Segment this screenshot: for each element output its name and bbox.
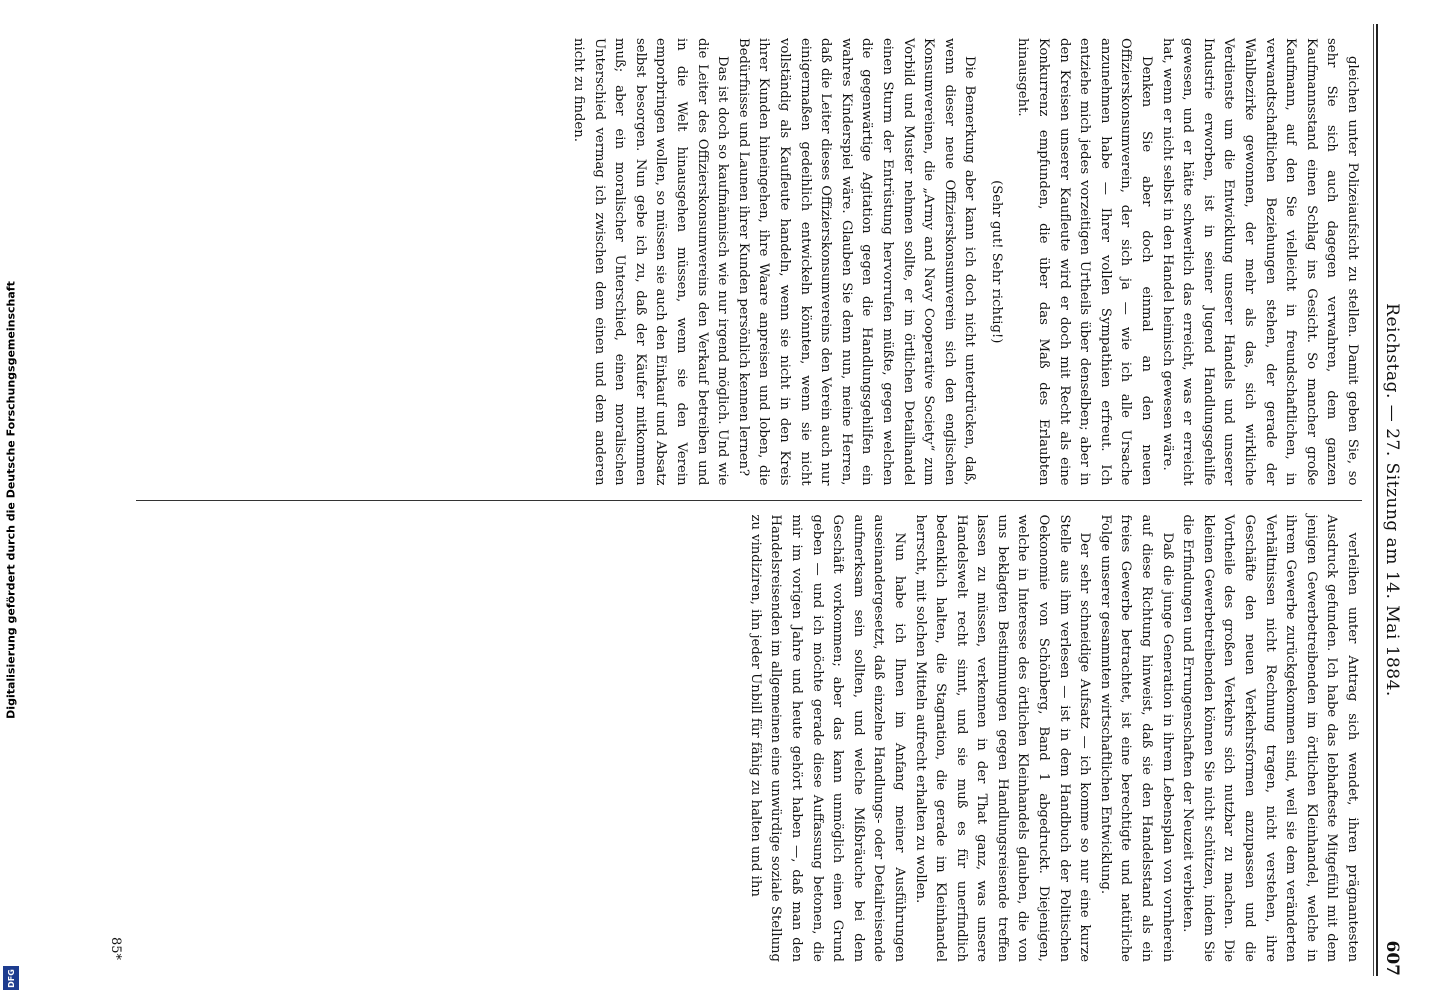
paragraph: Der sehr schneidige Aufsatz — ich komme so nur eine kurze Stelle aus ihm verlesen — ist in dem Handbuch der Politischen Oekonomie von Schönberg, Band 1 abgedruckt. Diejenigen, welche in Interesse des örtlichen Kleinhandels glauben, die von uns beklagten Bestimmungen gegen Handlungsreisende treffen lassen zu müssen, verkennen in der That ganz, was unsere Handelswelt recht sinnt, und sie muß es für unerfindlich bedenklich halten, die Stagnation, die gerade im Kleinhandel herrscht, mit solchen Mitteln aufrecht erhalten zu wollen. [912,514,1093,962]
paragraph: Das ist doch so kaufmännisch wie nur irgend möglich. Und wie die Leiter des Offizierskonsumvereins den Verkauf betreiben und in die Welt hinausgehen müssen, wenn sie den Verein emporbringen wollen, so müssen sie auch den Einkauf und Absatz selbst besorgen. Nun gebe ich zu, daß der Käufer mitkommen muß; aber ein moralischer Unterschied, einen moralischen Unterschied vermag ich zwischen dem einen und dem anderen nicht zu finden. [571,38,731,486]
text-columns [136,24,1362,976]
paragraph: gleichen unter Polizeiaufsicht zu stellen. Damit geben Sie, so sehr Sie sich auch dagegen verwahren, dem ganzen Kaufmannsstand einen Schlag ins Gesicht. So mancher große Kaufmann, auf den Sie vielleicht in freundschaftlichen, in verwandtschaftlichen Beziehungen stehen, der gerade der Wahlbezirke gewonnen, der mehr als das, sich wirkliche Verdienste um die Entwicklung unserer Handels und unserer Industrie erworben, ist in seiner Jugend Handlungsgehilfe gewesen, und er hätte schwerlich das erreicht, was er erreicht hat, wenn er nicht selbst in den Handel heimisch gewesen wäre. [1159,38,1360,486]
paragraph: verleihen unter Antrag sich wendet, ihren prägnantesten Ausdruck gefunden. Ich habe das lebhafteste Mitgefühl mit dem jenigen Gewerbetreibenden im örtlichen Kleinhandel, welche in ihrem Gewerbe zurückgekommen sind, weil sie dem veränderten Verhältnissen nicht Rechnung tragen, nicht verstehen, ihre Geschäfte den neuen Verkehrsformen anzupassen und die Vortheile des großen Verkehrs sich nutzbar zu machen. Die kleinen Gewerbetreibenden können Sie nicht schützen, indem Sie die Erfindungen und Errungenschaften der Neuzeit verbieten. [1180,514,1360,962]
running-head: Reichstag. — 27. Sitzung am 14. Mai 1884. [1382,303,1402,697]
dfg-logo-icon: DFG [3,966,19,990]
signature-mark: 85* [108,936,123,960]
page-header [1382,24,1412,976]
paragraph: Die Bemerkung aber kann ich doch nicht unterdrücken, daß, wenn dieser neue Offizierskonsumverein sich den englischen Konsumvereinen, die „Army and Navy Cooperative Society“ zum Vorbild und Muster nehmen sollte, er im örtlichen Detailhandel einen Sturm der Entrüstung hervorrufen müßte, gegen welchen die gegenwärtige Agitation gegen die Handlungsgehilfen ein wahres Kinderspiel wäre. Glauben Sie denn nun, meine Herren, daß die Leiter dieses Offizierskonsumvereins den Verein auch nur einigermaßen gedeihlich entwickeln könnten, wenn sie nicht vollständig als Kaufleute handeln, wenn sie nicht in den Kreis ihrer Kunden hineingehen, ihre Waare anpreisen und loben, die Bedürfnisse und Launen ihrer Kunden persönlich kennen lernen? [735,38,978,486]
paragraph: Denken Sie aber doch einmal an den neuen Offizierskonsumverein, der sich ja — wie ich alle Ursache anzunehmen habe — Ihrer vollen Sympathien erfreut. Ich entziehe mich jedes vorzeitigen Urtheils über denselben; aber in den Kreisen unserer Kaufleute wird er doch mit Recht als eine Konkurrenz empfunden, die über das Maß des Erlaubten hinausgeht. [1015,38,1155,486]
digitisation-strip [0,0,22,1000]
page-number: 607 [1382,940,1402,976]
column-left [136,24,1362,500]
funding-note: Digitalisierung gefördert durch die Deutsche Forschungsgemeinschaft [4,281,18,719]
column-right [136,501,1362,977]
rotated-print-page [90,0,1432,1000]
paragraph: Daß die junge Generation in ihrem Lebensplan von vornherein auf diese Richtung hinweist, daß sie den Handelsstand als ein freies Gewerbe betrachtet, ist eine berechtigte und natürliche Folge unserer gesammten wirtschaftlichen Entwicklung. [1097,514,1175,962]
page-viewport [90,0,1432,1000]
header-rule-thin [1373,24,1374,976]
interjection: (Sehr gut! Sehr richtig!) [988,180,1004,344]
paragraph: Nun habe ich Ihnen im Anfang meiner Ausführungen auseinandergesetzt, daß einzelne Handlungs- oder Detailreisende aufmerksam sein sollten, und welche Mißbräuche bei dem Geschäft vorkommen; aber das kann unmöglich einen Grund geben — und ich möchte gerade diese Auffassung betonen, die mir im vorigen Jahre und heute gehört haben —, daß man den Handelsreisenden im allgemeinen eine unwürdige soziale Stellung zu vindiziren, ihn jeder Unbill für fähig zu halten und ihn [747,514,907,962]
header-rule [1376,24,1378,976]
